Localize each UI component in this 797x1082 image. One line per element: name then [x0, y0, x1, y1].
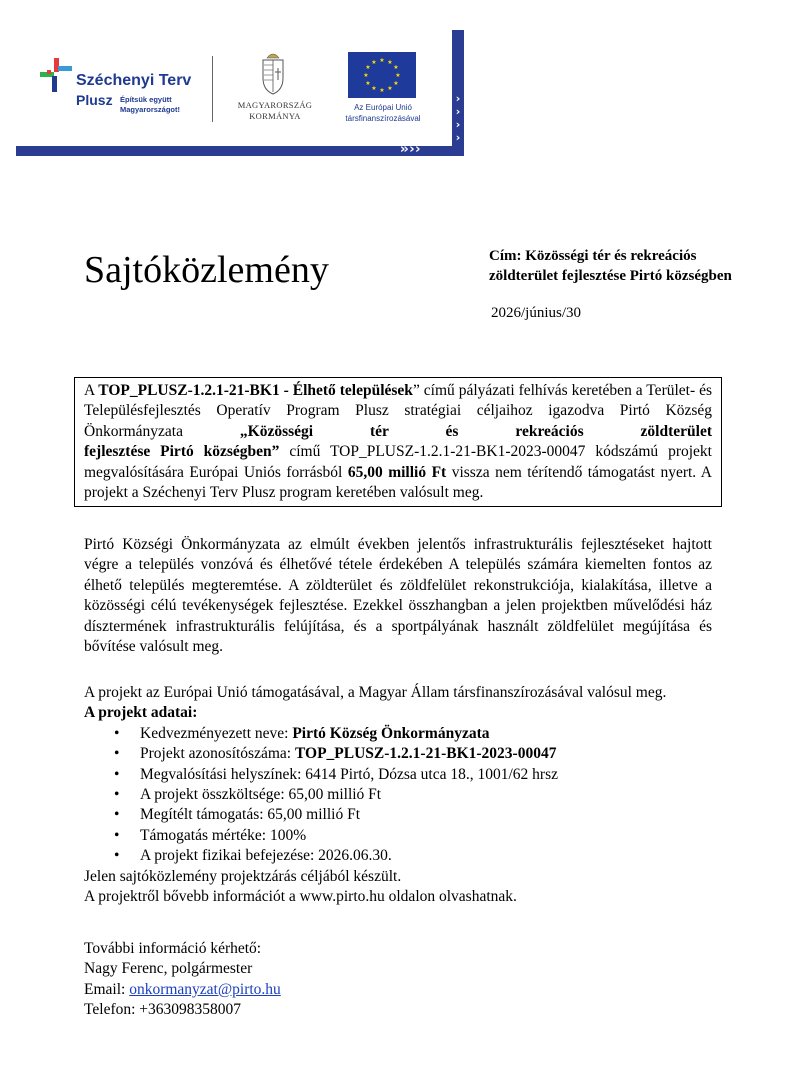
- svg-text:★: ★: [387, 85, 393, 92]
- svg-text:★: ★: [387, 59, 393, 66]
- body-paragraph: [84, 535, 712, 657]
- header-horizontal-bar: [16, 146, 464, 156]
- contact-block: [84, 939, 281, 1021]
- logo-tagline-line1: Építsük együtt: [120, 95, 172, 104]
- svg-text:★: ★: [393, 64, 399, 71]
- list-item: • Projekt azonosítószáma: TOP_PLUSZ-1.2.1-21-BK1-2023-00047: [140, 744, 724, 764]
- svg-text:★: ★: [365, 80, 371, 87]
- list-item: • Megítélt támogatás: 65,00 millió Ft: [140, 805, 724, 825]
- subject-heading: [489, 246, 732, 286]
- release-date: 2026/június/30: [491, 305, 582, 321]
- summary-line-1: A TOP_PLUSZ-1.2.1-21-BK1 - Élhető települések” című pályázati felhívás keretében a Terület- és Településfejlesztés Operatív Program Plusz stratégiai céljaihoz igazodva Pirtó Község Önkormányzata „Közösségi tér és rekreációs zöldterület: [84, 382, 712, 440]
- szechenyi-plus-logo-icon: [38, 56, 74, 101]
- contact-line2: Nagy Ferenc, polgármester: [84, 960, 253, 978]
- coat-of-arms-icon: [258, 50, 288, 101]
- government-label: [232, 100, 318, 122]
- list-item: • Támogatás mértéke: 100%: [140, 826, 724, 846]
- details-list: [84, 724, 724, 867]
- svg-text:★: ★: [379, 57, 385, 64]
- body-paragraph-text: Pirtó Községi Önkormányzata az elmúlt években jelentős infrastrukturális fejlesztéseket hajtott végre a település vonzóvá és élhetővé tétele érdekében A település számára kiemelten fontos az élhető település megteremtése. A zöldterület és zöldfelület rekonstrukciója, kialakítása, illetve a közösségi célú tevékenységek fejlesztése. Ezekkel összhangban a jelen projektben művelődési ház dísztermének infrastrukturális felújítása, és a sportpályának használt zöldfelület megújítása és bővítése valósult meg.: [84, 536, 712, 656]
- contact-line1: További információ kérhető:: [84, 940, 262, 957]
- closing-line-1: Jelen sajtóközlemény projektzárás céljából készült.: [84, 867, 402, 885]
- vertical-chevrons-icon: › › › ›: [455, 92, 461, 144]
- eu-label-line2: társfinanszírozásával: [345, 114, 421, 123]
- contact-email-line: Email: onkormanyzat@pirto.hu: [84, 980, 281, 998]
- svg-text:★: ★: [393, 80, 399, 87]
- project-details-section: [84, 683, 724, 907]
- svg-text:★: ★: [395, 72, 401, 79]
- subject-line1: Cím: Közösségi tér és rekreációs: [489, 248, 697, 264]
- support-line: A projekt az Európai Unió támogatásával, a Magyar Állam társfinanszírozásával valósul meg.: [84, 684, 667, 701]
- list-item: • Kedvezményezett neve: Pirtó Község Önkormányzata: [140, 724, 724, 744]
- page-title: Sajtóközlemény: [84, 249, 329, 291]
- logo-plus: Plusz: [76, 92, 113, 108]
- closing-line-2: A projektről bővebb információt a www.pirto.hu oldalon olvashatnak.: [84, 888, 517, 906]
- logo-tagline: [120, 95, 180, 115]
- logo-separator: [212, 56, 213, 122]
- eu-flag-icon: [348, 52, 416, 98]
- list-item: • Megvalósítási helyszínek: 6414 Pirtó, Dózsa utca 18., 1001/62 hrsz: [140, 765, 724, 785]
- horizontal-chevrons-icon: ›› › ›: [400, 142, 419, 157]
- email-link[interactable]: onkormanyzat@pirto.hu: [129, 980, 281, 998]
- contact-phone: Telefon: +363098358007: [84, 1001, 242, 1019]
- details-heading: A projekt adatai:: [84, 704, 198, 722]
- list-item: • A projekt fizikai befejezése: 2026.06.30.: [140, 846, 724, 866]
- logo-tagline-line2: Magyarországot!: [120, 105, 181, 114]
- eu-label: [340, 102, 426, 124]
- svg-text:★: ★: [379, 87, 385, 94]
- subject-line2: zöldterület fejlesztése Pirtó községben: [489, 268, 732, 284]
- svg-text:★: ★: [365, 64, 371, 71]
- government-label-line1: MAGYARORSZÁG: [237, 100, 313, 110]
- list-item: • A projekt összköltsége: 65,00 millió Ft: [140, 785, 724, 805]
- svg-text:★: ★: [371, 59, 377, 66]
- svg-text:★: ★: [363, 72, 369, 79]
- government-label-line2: KORMÁNYA: [249, 111, 301, 121]
- summary-line-2: fejlesztése Pirtó községben” című TOP_PLUSZ-1.2.1-21-BK1-2023-00047 kódszámú projekt megvalósítására Európai Uniós forrásból 65,00 millió Ft vissza nem térítendő támogatást nyert. A projekt a Széchenyi Terv Plusz program keretében valósult meg.: [84, 443, 712, 502]
- logo-name: Széchenyi Terv: [76, 72, 192, 89]
- svg-text:★: ★: [371, 85, 377, 92]
- eu-label-line1: Az Európai Unió: [354, 103, 412, 112]
- summary-text: [84, 381, 712, 503]
